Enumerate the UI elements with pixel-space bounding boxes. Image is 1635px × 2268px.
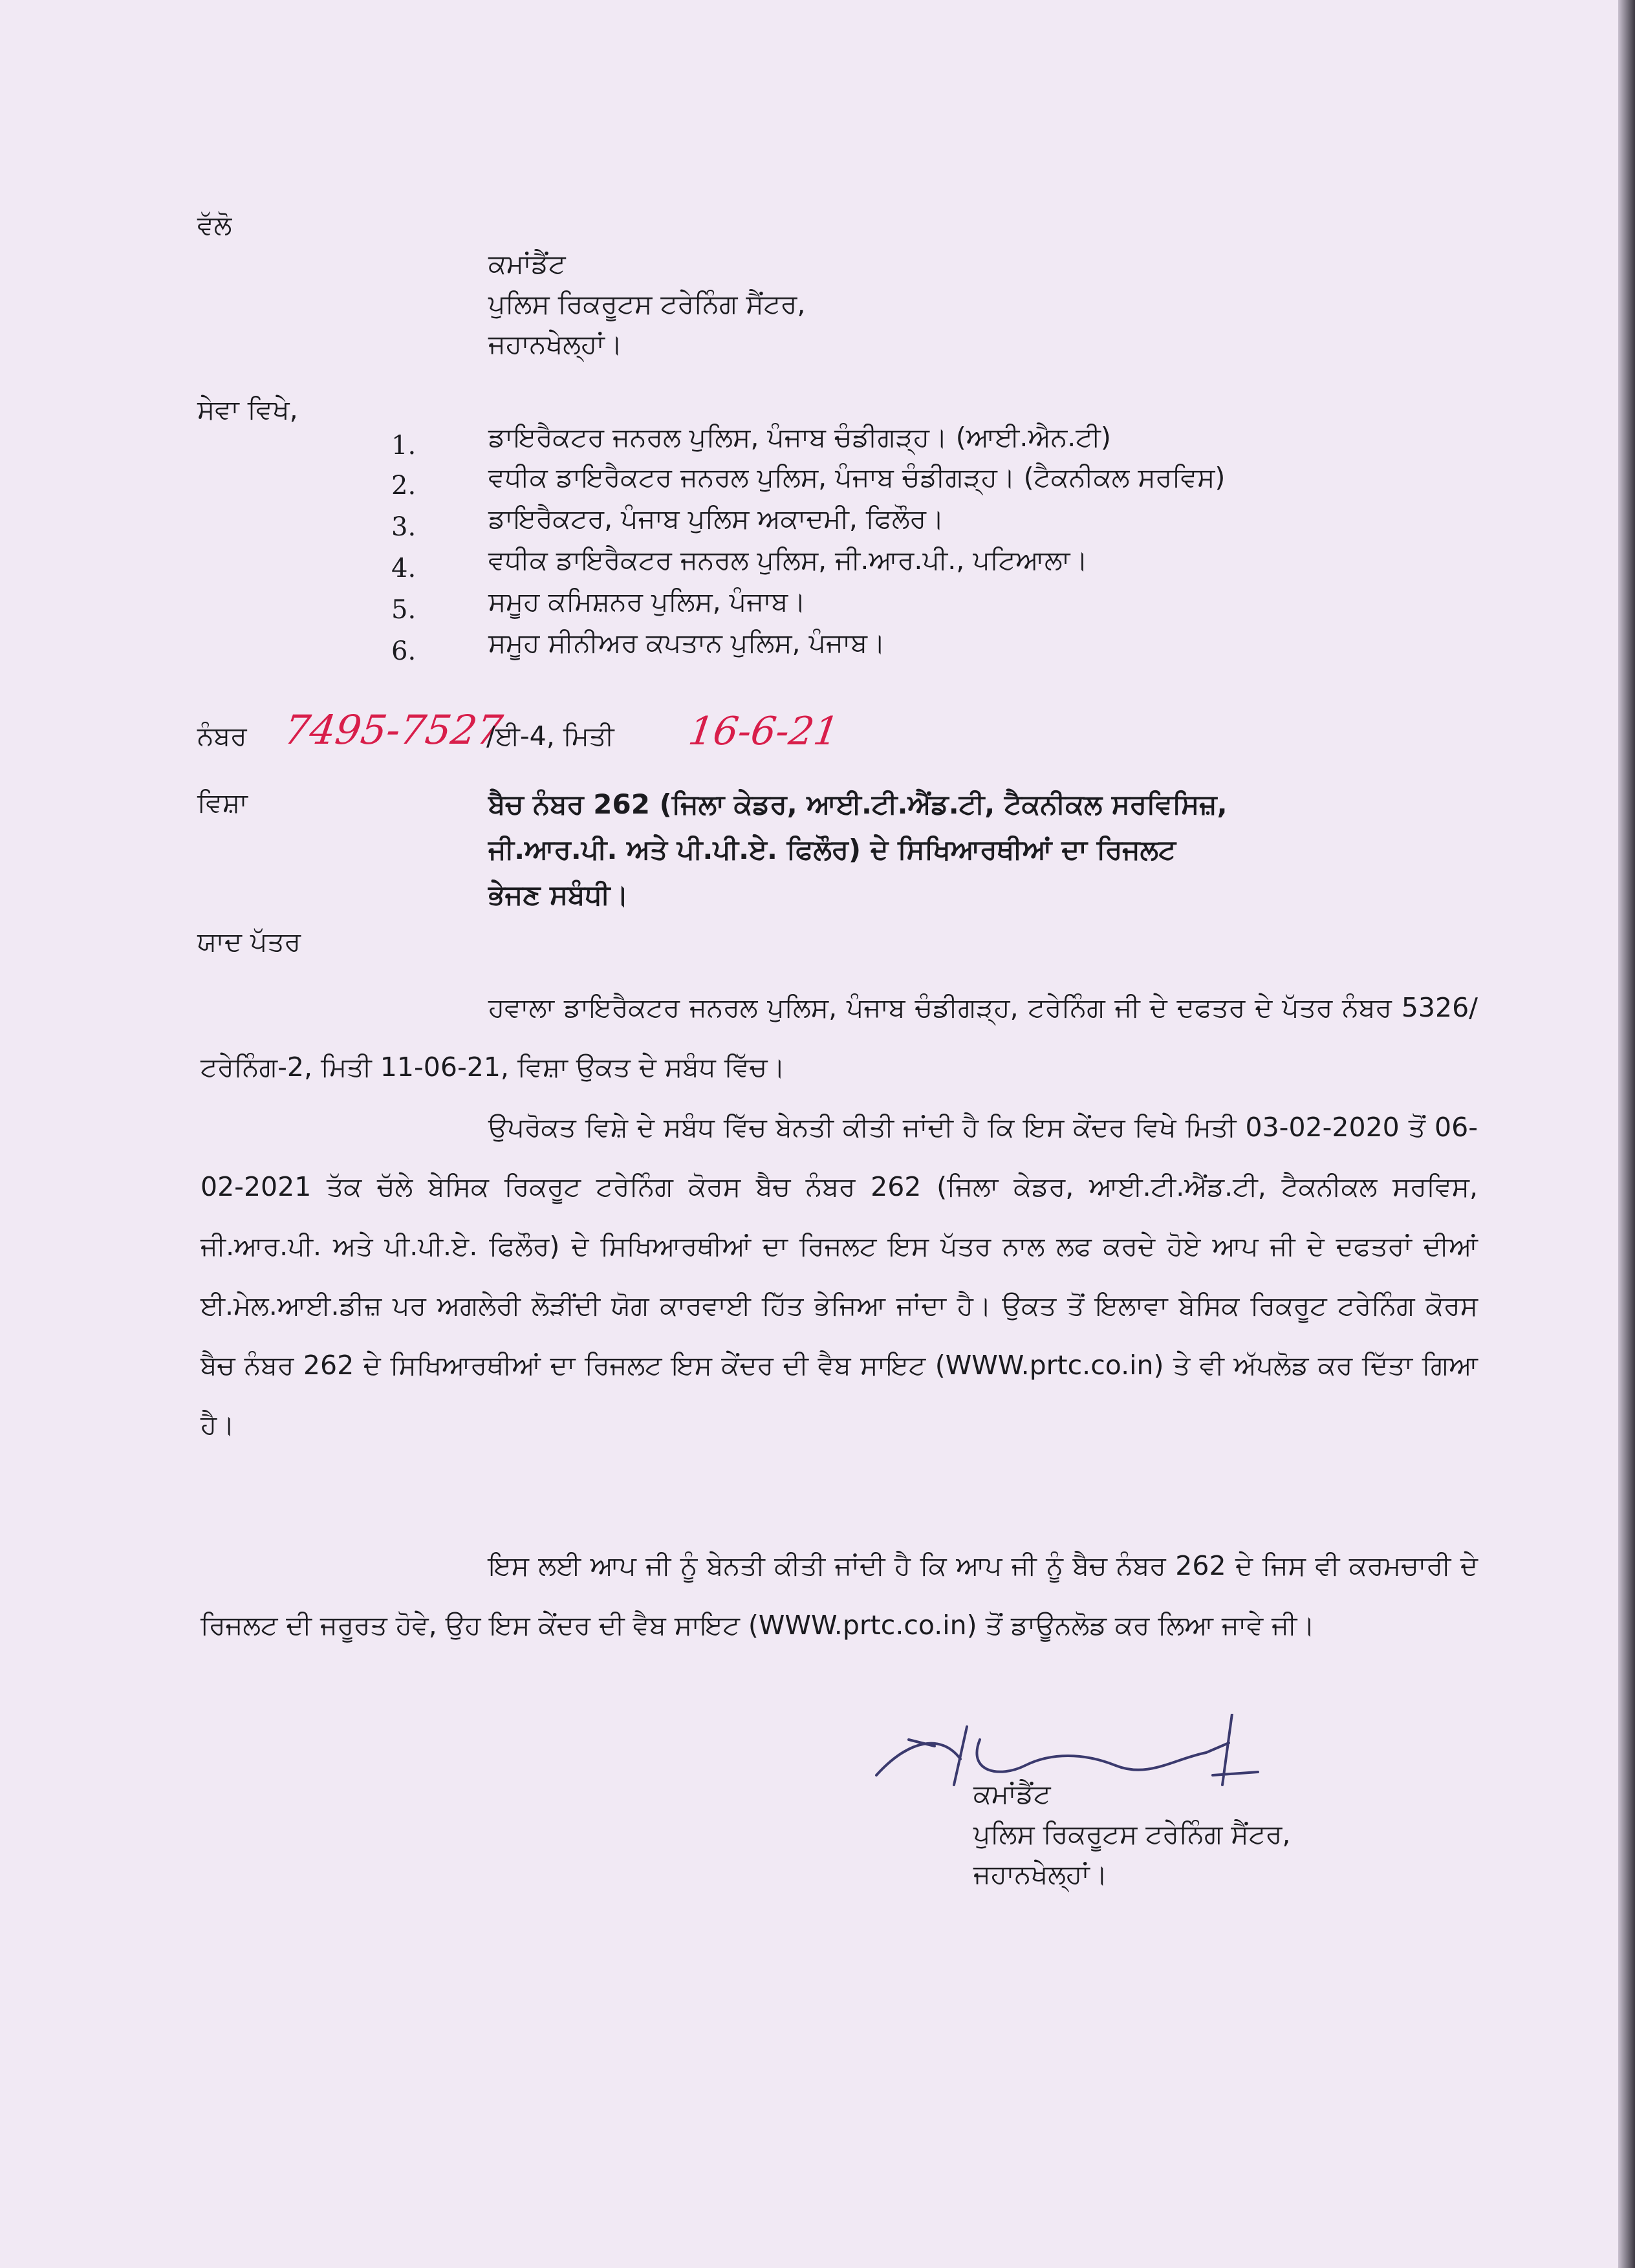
signatory-place: ਜਹਾਨਖੇਲ੍ਹਾਂ। <box>973 1859 1108 1890</box>
scan-edge-shadow <box>1618 0 1635 2268</box>
handwritten-ref-number: 7495-7527 <box>281 706 506 753</box>
recipient-number: 6. <box>391 636 417 666</box>
recipient-number: 5. <box>391 595 417 625</box>
recipient-item: ਸਮੂਹ ਸੀਨੀਅਰ ਕਪਤਾਨ ਪੁਲਿਸ, ਪੰਜਾਬ। <box>488 627 885 658</box>
body-paragraph-3 <box>200 1536 1478 1655</box>
ref-label: ਨੰਬਰ <box>197 720 247 751</box>
recipient-item: ਸਮੂਹ ਕਮਿਸ਼ਨਰ ਪੁਲਿਸ, ਪੰਜਾਬ। <box>488 586 806 617</box>
handwritten-signature <box>870 1714 1290 1811</box>
paragraph-1-text: ਹਵਾਲਾ ਡਾਇਰੈਕਟਰ ਜਨਰਲ ਪੁਲਿਸ, ਪੰਜਾਬ ਚੰਡੀਗੜ੍ਹ, ਟਰੇਨਿੰਗ ਜੀ ਦੇ ਦਫਤਰ ਦੇ ਪੱਤਰ ਨੰਬਰ 5326/ਟਰੇਨਿੰਗ-2, ਮਿਤੀ 11-06-21, ਵਿਸ਼ਾ ਉਕਤ ਦੇ ਸਬੰਧ ਵਿੱਚ। <box>200 992 1478 1083</box>
paragraph-3-text: ਇਸ ਲਈ ਆਪ ਜੀ ਨੂੰ ਬੇਨਤੀ ਕੀਤੀ ਜਾਂਦੀ ਹੈ ਕਿ ਆਪ ਜੀ ਨੂੰ ਬੈਚ ਨੰਬਰ 262 ਦੇ ਜਿਸ ਵੀ ਕਰਮਚਾਰੀ ਦੇ ਰਿਜਲਟ ਦੀ ਜਰੂਰਤ ਹੋਵੇ, ਉਹ ਇਸ ਕੇਂਦਰ ਦੀ ਵੈਬ ਸਾਇਟ (WWW.prtc.co.in) ਤੋਂ ਡਾਊਨਲੋਡ ਕਰ ਲਿਆ ਜਾਵੇ ਜੀ। <box>200 1550 1478 1641</box>
subject-label: ਵਿਸ਼ਾ <box>197 787 248 818</box>
sender-designation: ਕਮਾਂਡੈਂਟ <box>488 248 566 279</box>
recipient-item: ਵਧੀਕ ਡਾਇਰੈਕਟਰ ਜਨਰਲ ਪੁਲਿਸ, ਪੰਜਾਬ ਚੰਡੀਗੜ੍ਹ। (ਟੈਕਨੀਕਲ ਸਰਵਿਸ) <box>488 462 1226 493</box>
reminder-label: ਯਾਦ ਪੱਤਰ <box>197 926 301 957</box>
recipient-item: ਡਾਇਰੈਕਟਰ ਜਨਰਲ ਪੁਲਿਸ, ਪੰਜਾਬ ਚੰਡੀਗੜ੍ਹ। (ਆਈ.ਐਨ.ਟੀ) <box>488 422 1111 453</box>
recipient-item: ਡਾਇਰੈਕਟਰ, ਪੰਜਾਬ ਪੁਲਿਸ ਅਕਾਦਮੀ, ਫਿਲੌਰ। <box>488 503 944 534</box>
recipient-number: 1. <box>391 431 417 460</box>
subject-line-2: ਜੀ.ਆਰ.ਪੀ. ਅਤੇ ਪੀ.ਪੀ.ਏ. ਫਿਲੌਰ) ਦੇ ਸਿਖਿਆਰਥੀਆਂ ਦਾ ਰਿਜਲਟ <box>488 834 1176 865</box>
recipient-item: ਵਧੀਕ ਡਾਇਰੈਕਟਰ ਜਨਰਲ ਪੁਲਿਸ, ਜੀ.ਆਰ.ਪੀ., ਪਟਿਆਲਾ। <box>488 545 1088 576</box>
ref-suffix: /ਈ-4, ਮਿਤੀ <box>486 720 614 751</box>
body-paragraph-1 <box>200 978 1478 1097</box>
subject-line-1: ਬੈਚ ਨੰਬਰ 262 (ਜਿਲਾ ਕੇਡਰ, ਆਈ.ਟੀ.ਐਂਡ.ਟੀ, ਟੈਕਨੀਕਲ ਸਰਵਿਸਿਜ਼, <box>488 788 1228 820</box>
subject-line-3: ਭੇਜਣ ਸਬੰਧੀ। <box>488 879 629 911</box>
sender-place: ਜਹਾਨਖੇਲ੍ਹਾਂ। <box>488 329 623 360</box>
recipient-number: 2. <box>391 471 417 501</box>
handwritten-date: 16-6-21 <box>686 709 842 754</box>
sender-office: ਪੁਲਿਸ ਰਿਕਰੂਟਸ ਟਰੇਨਿੰਗ ਸੈਂਟਰ, <box>488 288 806 319</box>
recipient-number: 3. <box>391 512 417 542</box>
recipient-number: 4. <box>391 554 417 583</box>
signatory-designation: ਕਮਾਂਡੈਂਟ <box>973 1778 1051 1809</box>
paragraph-2-text: ਉਪਰੋਕਤ ਵਿਸ਼ੇ ਦੇ ਸਬੰਧ ਵਿੱਚ ਬੇਨਤੀ ਕੀਤੀ ਜਾਂਦੀ ਹੈ ਕਿ ਇਸ ਕੇਂਦਰ ਵਿਖੇ ਮਿਤੀ 03-02-2020 ਤੋਂ 06-02-2021 ਤੱਕ ਚੱਲੇ ਬੇਸਿਕ ਰਿਕਰੂਟ ਟਰੇਨਿੰਗ ਕੋਰਸ ਬੈਚ ਨੰਬਰ 262 (ਜਿਲਾ ਕੇਡਰ, ਆਈ.ਟੀ.ਐਂਡ.ਟੀ, ਟੈਕਨੀਕਲ ਸਰਵਿਸ, ਜੀ.ਆਰ.ਪੀ. ਅਤੇ ਪੀ.ਪੀ.ਏ. ਫਿਲੌਰ) ਦੇ ਸਿਖਿਆਰਥੀਆਂ ਦਾ ਰਿਜਲਟ ਇਸ ਪੱਤਰ ਨਾਲ ਲਫ ਕਰਦੇ ਹੋਏ ਆਪ ਜੀ ਦੇ ਦਫਤਰਾਂ ਦੀਆਂ ਈ.ਮੇਲ.ਆਈ.ਡੀਜ਼ ਪਰ ਅਗਲੇਰੀ ਲੋੜੀਂਦੀ ਯੋਗ ਕਾਰਵਾਈ ਹਿੱਤ ਭੇਜਿਆ ਜਾਂਦਾ ਹੈ। ਉਕਤ ਤੋਂ ਇਲਾਵਾ ਬੇਸਿਕ ਰਿਕਰੂਟ ਟਰੇਨਿੰਗ ਕੋਰਸ ਬੈਚ ਨੰਬਰ 262 ਦੇ ਸਿਖਿਆਰਥੀਆਂ ਦਾ ਰਿਜਲਟ ਇਸ ਕੇਂਦਰ ਦੀ ਵੈਬ ਸਾਇਟ (WWW.prtc.co.in) ਤੇ ਵੀ ਅੱਪਲੋਡ ਕਰ ਦਿੱਤਾ ਗਿਆ ਹੈ। <box>200 1112 1478 1440</box>
signatory-office: ਪੁਲਿਸ ਰਿਕਰੂਟਸ ਟਰੇਨਿੰਗ ਸੈਂਟਰ, <box>973 1819 1291 1850</box>
to-label: ਸੇਵਾ ਵਿਖੇ, <box>197 394 298 425</box>
body-paragraph-2 <box>200 1097 1478 1454</box>
from-label: ਵੱਲੋ <box>197 210 232 241</box>
